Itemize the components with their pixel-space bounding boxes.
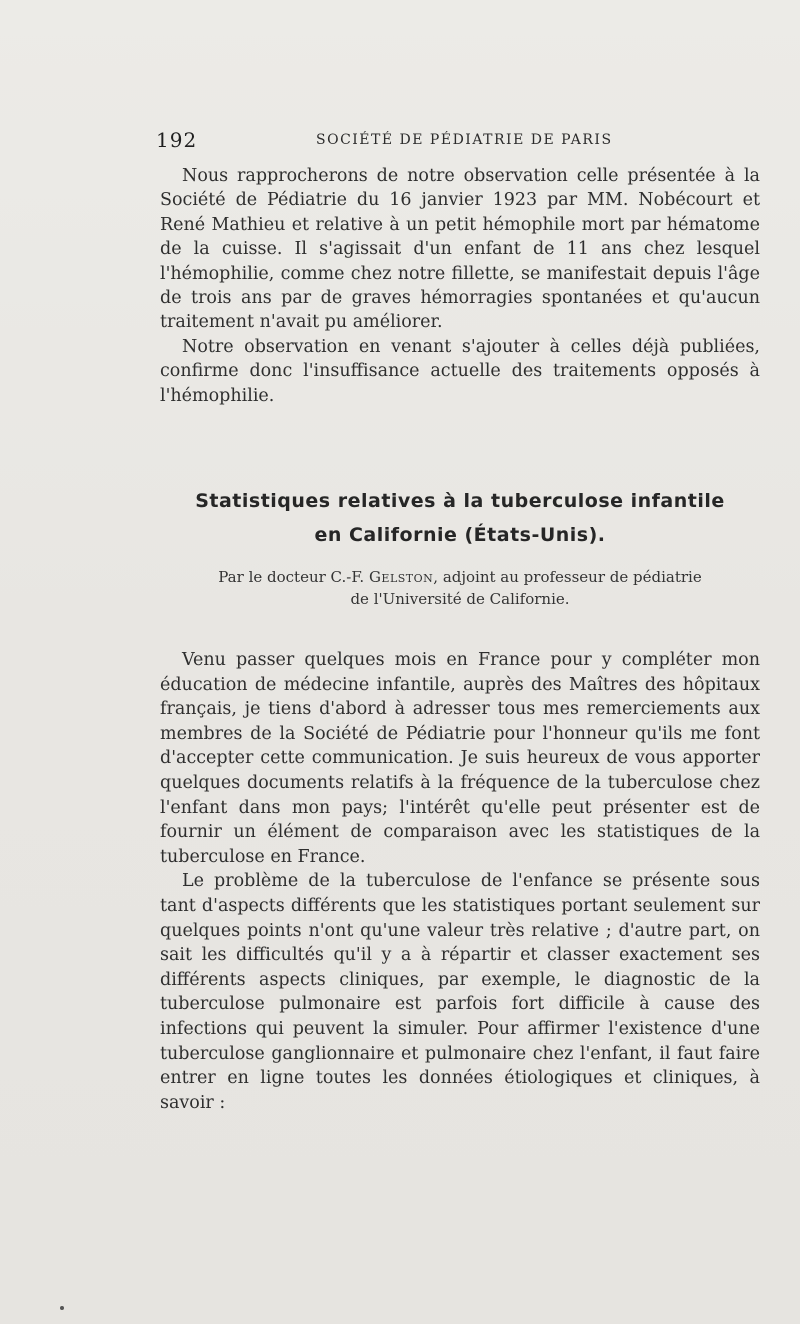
article-title-line-1: Statistiques relatives à la tuberculose infantile [195,490,725,512]
byline-author: Gelston [368,568,434,586]
journal-title: SOCIÉTÉ DE PÉDIATRIE DE PARIS [316,132,613,148]
article-body [160,648,760,1115]
article-title-line-2: en Californie (États-Unis). [314,524,606,546]
page-number: 192 [156,128,198,152]
byline-prefix: Par le docteur C.-F. [218,568,369,586]
body-paragraph: Venu passer quelques mois en France pour y compléter mon éducation de médecine infantile, auprès des Maîtres des hôpitaux français, je tiens d'abord à adresser tous mes remerciements aux membres de la Société de Pédiatrie pour l'honneur qu'ils me font d'accepter cette communication. Je suis heureux de vous apporter quelques documents relatifs à la fréquence de la tuberculose chez l'enfant dans mon pays; l'intérêt qu'elle peut présenter est de fournir un élément de comparaison avec les statistiques de la tuberculose en France. [160,650,760,867]
paper-speck [60,1306,64,1310]
intro-paragraph: Notre observation en venant s'ajouter à celles déjà publiées, confirme donc l'insuffisance actuelle des traitements opposés à l'hémophilie. [160,336,760,406]
intro-paragraph: Nous rapprocherons de notre observation celle présentée à la Société de Pédiatrie du 16 janvier 1923 par MM. Nobécourt et René Mathieu et relative à un petit hémophile mort par hématome de la cuisse. Il s'agissait d'un enfant de 11 ans chez lesquel l'hémophilie, comme chez notre fillette, se manifestait depuis l'âge de trois ans par de graves hémorragies spontanées et qu'aucun traitement n'avait pu améliorer. [160,166,760,333]
article-byline-affiliation: de l'Université de Californie. [350,590,570,608]
intro-section [160,164,760,408]
byline-suffix: , adjoint au professeur de pédiatrie [433,568,702,586]
body-paragraph: Le problème de la tuberculose de l'enfance se présente sous tant d'aspects différents que les statistiques portant seulement sur quelques points n'ont qu'une valeur très relative ; d'autre part, on sait les difficultés qu'il y a à répartir et classer exactement ses différents aspects cliniques, par exemple, le diagnostic de la tuberculose pulmonaire est parfois fort difficile à cause des infections qui peuvent la simuler. Pour affirmer l'existence d'une tuberculose ganglionnaire et pulmonaire chez l'enfant, il faut faire entrer en ligne toutes les données étiologiques et cliniques, à savoir : [160,871,760,1113]
running-header [156,128,762,152]
article-byline [160,566,760,588]
